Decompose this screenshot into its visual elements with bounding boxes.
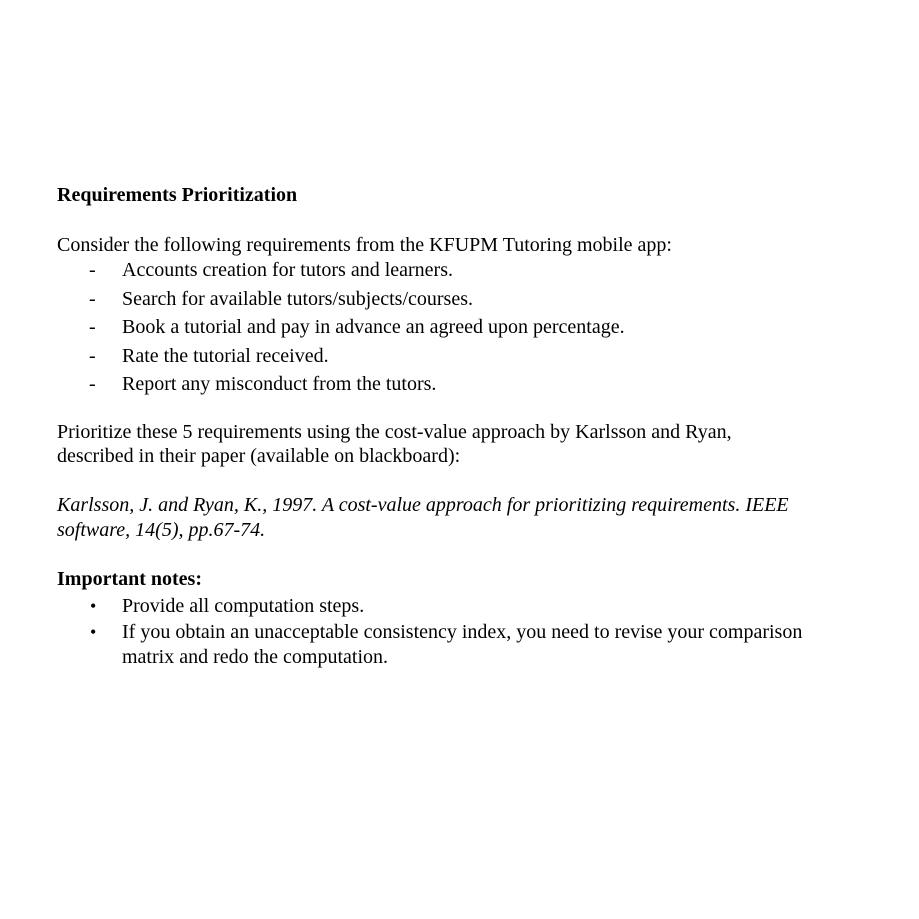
list-item <box>0 594 919 619</box>
note-line: Provide all computation steps. <box>122 595 365 617</box>
requirement-text: Accounts creation for tutors and learners. <box>122 259 453 281</box>
note-text <box>122 620 872 670</box>
dash-marker: - <box>89 316 96 339</box>
notes-list <box>0 594 919 671</box>
intro-text: Consider the following requirements from the KFUPM Tutoring mobile app: <box>57 234 672 256</box>
bullet-marker: • <box>90 622 97 642</box>
list-item <box>0 620 919 670</box>
citation-line: Karlsson, J. and Ryan, K., 1997. A cost-value approach for prioritizing requirements. IEEE <box>57 494 789 516</box>
requirement-text: Report any misconduct from the tutors. <box>122 373 437 396</box>
notes-heading: Important notes: <box>57 568 202 590</box>
note-text <box>122 594 872 619</box>
instruction-paragraph <box>57 420 857 468</box>
requirement-text: Rate the tutorial received. <box>122 344 329 367</box>
paper-citation <box>57 493 867 543</box>
section-heading: Requirements Prioritization <box>57 184 298 206</box>
dash-marker: - <box>89 373 96 396</box>
note-line: matrix and redo the computation. <box>122 646 389 668</box>
instruction-line: described in their paper (available on blackboard): <box>57 445 461 467</box>
instruction-line: Prioritize these 5 requirements using the cost-value approach by Karlsson and Ryan, <box>57 421 732 443</box>
note-line: If you obtain an unacceptable consistency index, you need to revise your comparison <box>122 621 803 643</box>
dash-marker: - <box>89 259 96 281</box>
requirement-text: Search for available tutors/subjects/courses. <box>122 287 473 310</box>
dash-marker: - <box>89 344 96 367</box>
dash-marker: - <box>89 287 96 310</box>
bullet-marker: • <box>90 596 97 616</box>
requirement-text: Book a tutorial and pay in advance an agreed upon percentage. <box>122 316 625 339</box>
citation-line: software, 14(5), pp.67-74. <box>57 519 266 541</box>
